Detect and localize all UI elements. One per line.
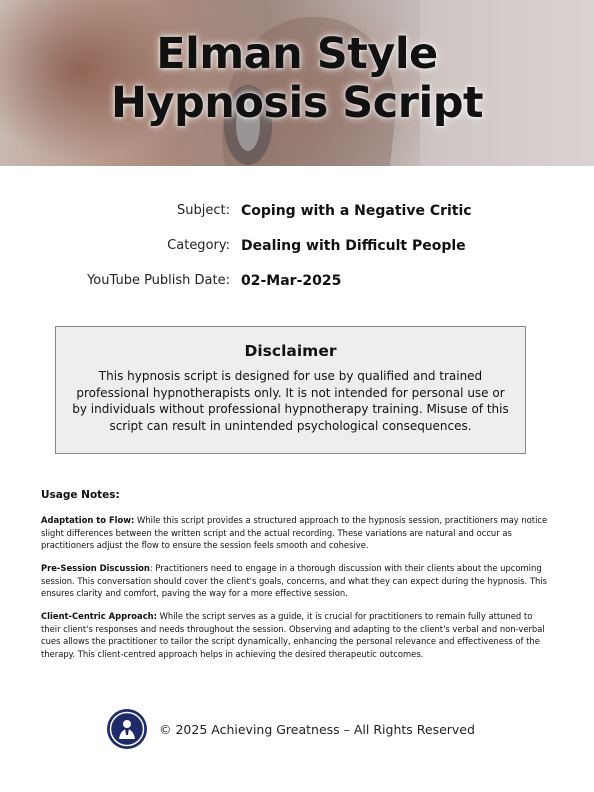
usage-note	[41, 610, 553, 660]
publish-date-label: YouTube Publish Date:	[87, 273, 230, 288]
document-title	[0, 30, 594, 128]
usage-note-text: : Practitioners need to engage in a thorough discussion with their clients about the upcoming session. This conversation should cover the client's goals, concerns, and what they can expect during the hypnosis. This ensures clarity and comfort, paving the way for a more effective session.	[41, 563, 547, 598]
usage-note-text: While the script serves as a guide, it is crucial for practitioners to remain fully attuned to their client's responses and needs throughout the session. Observing and adapting to the client's verbal and non-verbal cues allows the practitioner to tailor the script dynamically, enhancing the personal relevance and effectiveness of the therapy. This client-centred approach helps in achieving the desired therapeutic outcomes.	[41, 611, 545, 659]
usage-note-title: Client-Centric Approach:	[41, 611, 157, 621]
subject-label: Subject:	[177, 203, 230, 218]
usage-notes-heading: Usage Notes:	[41, 489, 120, 501]
copyright-text: © 2025 Achieving Greatness – All Rights Reserved	[159, 722, 475, 737]
usage-note-title: Adaptation to Flow:	[41, 515, 135, 525]
usage-note-text: While this script provides a structured approach to the hypnosis session, practitioners may notice slight differences between the written script and the actual recording. These variations are natural and occur as practitioners adjust the flow to ensure the session feels smooth and cohesive.	[41, 515, 548, 550]
disclaimer-box	[55, 326, 526, 454]
title-line-1: Elman Style	[156, 29, 438, 79]
usage-note-title: Pre-Session Discussion	[41, 563, 150, 573]
title-line-2: Hypnosis Script	[110, 78, 484, 128]
footer	[0, 708, 594, 750]
publish-date-value: 02-Mar-2025	[241, 273, 342, 289]
subject-value: Coping with a Negative Critic	[241, 203, 472, 219]
usage-note	[41, 514, 553, 552]
achieving-greatness-logo	[106, 708, 148, 750]
category-value: Dealing with Difficult People	[241, 238, 466, 254]
header-banner	[0, 0, 594, 166]
category-label: Category:	[167, 238, 230, 253]
usage-note	[41, 562, 553, 600]
disclaimer-heading: Disclaimer	[244, 342, 337, 360]
disclaimer-body: This hypnosis script is designed for use by qualified and trained professional hypnotherapists only. It is not intended for personal use or by individuals without professional hypnotherapy training. Misuse of this script can result in unintended psychological consequences.	[72, 369, 509, 433]
